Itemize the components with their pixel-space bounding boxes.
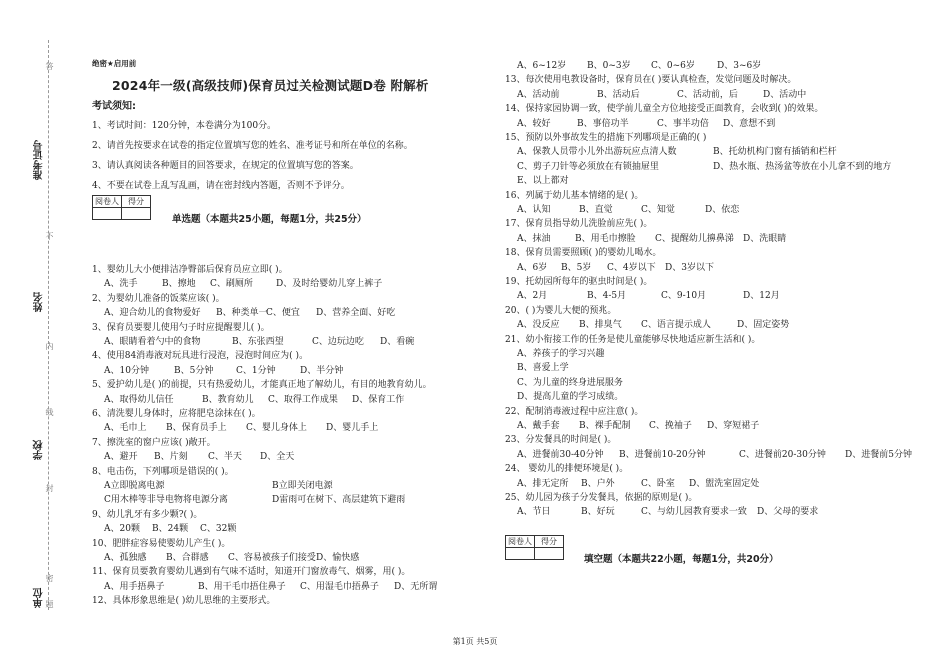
question-text: 2、为婴幼儿准备的饭菜应该( )。 — [92, 293, 225, 304]
answer-option[interactable]: B、种类单一 — [216, 308, 268, 319]
answer-option[interactable]: B、进餐前10-20分钟 — [619, 449, 706, 460]
answer-option[interactable]: A、节日 — [517, 507, 551, 518]
answer-option[interactable]: C、刷厕所 — [210, 279, 253, 290]
answer-option[interactable]: A、6~12岁 — [517, 61, 567, 71]
answer-option[interactable]: C、提醒幼儿擤鼻涕 — [655, 233, 734, 244]
answer-option[interactable]: D、父母的要求 — [757, 507, 819, 518]
answer-option[interactable]: A、眼睛看着勺中的食物 — [104, 337, 201, 347]
answer-option[interactable]: C、9-10月 — [661, 291, 707, 302]
binding-strip — [0, 0, 60, 671]
answer-option[interactable]: A、较好 — [517, 118, 551, 129]
notice-item: 3、请认真阅读各种题目的回答要求，在规定的位置填写您的答案。 — [92, 161, 359, 171]
question-text: 6、清洗婴儿身体时，应将肥皂涂抹在( )。 — [92, 409, 261, 419]
answer-option[interactable]: B、直觉 — [579, 205, 613, 215]
answer-option[interactable]: D、盥洗室固定处 — [689, 478, 760, 489]
question-text: 16、列属于幼儿基本情绪的是( )。 — [505, 190, 644, 201]
answer-option[interactable]: B、5岁 — [561, 262, 592, 273]
answer-option[interactable]: D、营养全面、好吃 — [316, 308, 396, 319]
grader-blank[interactable] — [506, 548, 535, 560]
answer-option[interactable]: A、排无定所 — [517, 478, 569, 489]
score-blank[interactable] — [122, 208, 151, 220]
question-text: 17、保育员指导幼儿洗脸前应先( )。 — [505, 219, 653, 230]
answer-option[interactable]: A、迎合幼儿的食物爱好 — [104, 308, 201, 319]
answer-option[interactable]: B、好玩 — [581, 507, 615, 518]
question-text: 24、 婴幼儿的排便环境是( )。 — [505, 464, 629, 475]
answer-option[interactable]: B、排臭气 — [579, 320, 622, 331]
answer-option[interactable]: D、婴儿手上 — [326, 423, 379, 434]
binding-sep: 不 — [45, 232, 54, 240]
answer-option[interactable]: D、3岁以下 — [665, 262, 714, 273]
answer-option[interactable]: A、认知 — [517, 205, 551, 215]
answer-option[interactable]: B、片刻 — [154, 452, 188, 463]
answer-option[interactable]: E、以上都对 — [517, 176, 569, 187]
answer-option[interactable]: C、1分钟 — [236, 365, 276, 376]
notice-heading: 考试须知: — [92, 101, 136, 112]
secret-label: 绝密★启用前 — [92, 59, 137, 68]
answer-option[interactable]: B、用干毛巾捂住鼻子 — [198, 581, 286, 592]
grader-blank[interactable] — [93, 208, 122, 220]
answer-option[interactable]: D、愉快感 — [316, 553, 360, 563]
answer-option[interactable]: B、保育员手上 — [166, 423, 227, 434]
answer-option[interactable]: A、没反应 — [517, 320, 560, 331]
answer-option[interactable]: B、事倍功半 — [577, 118, 629, 129]
answer-option[interactable]: A、养孩子的学习兴趣 — [517, 349, 605, 359]
notice-item: 2、请首先按要求在试卷的指定位置填写您的姓名、准考证号和所在单位的名称。 — [92, 141, 413, 151]
question-text: 5、爱护幼儿是( )的前提，只有热爱幼儿，才能真正地了解幼儿，有目的地教育幼儿。 — [92, 380, 432, 391]
answer-option[interactable]: D、无所谓 — [394, 581, 438, 592]
grader-cell: 阅卷人 — [93, 196, 122, 208]
answer-option[interactable]: B、东张西望 — [232, 337, 284, 347]
score-cell: 得分 — [122, 196, 151, 208]
answer-option[interactable]: A立即脱离电源 — [104, 481, 165, 491]
question-text: 10、肥胖症容易使婴幼儿产生( )。 — [92, 538, 231, 549]
answer-option[interactable]: D、固定姿势 — [737, 320, 790, 331]
binding-sep: 题 — [45, 600, 54, 608]
score-cell: 得分 — [535, 536, 564, 548]
question-text: 12、具体形象思维是( )幼儿思维的主要形式。 — [92, 596, 276, 607]
question-text: 7、擦洗室的窗户应该( )敞开。 — [92, 437, 216, 448]
answer-option[interactable]: C、边玩边吃 — [312, 337, 364, 347]
binding-sep: 线 — [45, 408, 54, 416]
answer-option[interactable]: C、与幼儿园教育要求一致 — [641, 507, 747, 518]
grader-cell: 阅卷人 — [506, 536, 535, 548]
answer-option[interactable]: D雷雨可在树下、高层建筑下避雨 — [272, 495, 406, 506]
question-text: 1、婴幼儿大小便排洁净臀部后保育员应立即( )。 — [92, 265, 288, 275]
page-footer: 第1页 共5页 — [452, 637, 498, 646]
section-title-fill-blank: 填空题（本题共22小题，每题1分，共20分） — [584, 554, 779, 565]
score-box-2 — [505, 535, 564, 560]
answer-option[interactable]: D、12月 — [743, 291, 780, 302]
answer-option[interactable]: D、及时给婴幼儿穿上裤子 — [276, 279, 383, 290]
answer-option[interactable]: B、用毛巾擦脸 — [575, 233, 636, 244]
answer-option[interactable]: D、提高儿童的学习成绩。 — [517, 392, 624, 403]
answer-option[interactable]: C、知觉 — [641, 205, 675, 215]
answer-option[interactable]: B、擦地 — [162, 279, 196, 290]
answer-option[interactable]: D、意想不到 — [723, 118, 776, 129]
answer-option[interactable]: B、户外 — [581, 478, 615, 489]
question-text: 9、幼儿乳牙有多少颗?( )。 — [92, 509, 203, 520]
answer-option[interactable]: C、为儿童的终身进展服务 — [517, 377, 623, 388]
answer-option[interactable]: A、6岁 — [517, 262, 548, 273]
answer-option[interactable]: C、32颗 — [200, 524, 237, 535]
answer-option[interactable]: B、合群感 — [166, 553, 209, 563]
answer-option[interactable]: C、挽袖子 — [649, 421, 692, 431]
answer-option[interactable]: A、进餐前30-40分钟 — [517, 449, 604, 460]
seal-line — [48, 40, 49, 610]
question-text: 25、幼儿园为孩子分发餐具，依据的原则是( )。 — [505, 493, 698, 503]
question-text: 22、配制消毒液过程中应注意( )。 — [505, 406, 644, 417]
answer-option[interactable]: C、活动前，后 — [677, 89, 738, 100]
answer-option[interactable]: C、便宜 — [266, 308, 300, 319]
answer-option[interactable]: B、5分钟 — [174, 365, 214, 376]
answer-option[interactable]: A、20颗 — [104, 524, 140, 535]
question-text: 8、电击伤，下列哪项是错误的( )。 — [92, 466, 234, 477]
answer-option[interactable]: D、半分钟 — [300, 365, 344, 376]
section-title-single-choice: 单选题（本题共25小题，每题1分，共25分） — [172, 214, 367, 225]
question-text: 19、托幼园所每年的驱虫时间是( )。 — [505, 277, 653, 287]
answer-option[interactable]: A、2月 — [517, 291, 548, 302]
answer-option[interactable]: A、洗手 — [104, 279, 138, 290]
answer-option[interactable]: A、毛巾上 — [104, 423, 147, 434]
binding-sep: 内 — [45, 342, 54, 350]
binding-label-unit: 单位 — [34, 588, 45, 608]
answer-option[interactable]: D、看碗 — [380, 337, 415, 347]
question-text: 11、保育员要教育婴幼儿遇到有气味不适时，知道开门窗放毒气、烟雾，用( )。 — [92, 567, 411, 578]
answer-option[interactable]: C、事半功倍 — [657, 118, 709, 129]
binding-sep: 密 — [45, 574, 54, 582]
answer-option[interactable]: D、3~6岁 — [717, 61, 762, 71]
answer-option[interactable]: B、24颗 — [152, 524, 189, 535]
question-text: 18、保育员需要照顾( )的婴幼儿喝水。 — [505, 248, 662, 259]
answer-option[interactable]: A、抹油 — [517, 233, 551, 244]
answer-option[interactable]: C用木棒等非导电物将电源分离 — [104, 495, 228, 506]
page-title: 2024年一级(高级技师)保育员过关检测试题D卷 附解析 — [112, 78, 429, 93]
answer-option[interactable]: C、半天 — [208, 452, 242, 463]
question-text: 21、幼小衔接工作的任务是使儿童能够尽快地适应新生活和( )。 — [505, 334, 761, 345]
binding-sep: 答 — [45, 62, 54, 70]
answer-option[interactable]: D、全天 — [260, 452, 295, 463]
answer-option[interactable]: B、教育幼儿 — [202, 394, 254, 405]
answer-option[interactable]: C、取得工作成果 — [268, 394, 338, 405]
answer-option[interactable]: B、活动后 — [597, 89, 640, 100]
answer-option[interactable]: A、孤独感 — [104, 553, 147, 563]
answer-option[interactable]: D、穿短裙子 — [707, 421, 760, 431]
answer-option[interactable]: B立即关闭电源 — [272, 481, 333, 491]
answer-option[interactable]: A、用手捂鼻子 — [104, 581, 165, 592]
answer-option[interactable]: A、10分钟 — [104, 365, 149, 376]
answer-option[interactable]: C、剪子刀针等必须放在有锁抽屉里 — [517, 161, 659, 172]
answer-option[interactable]: A、戴手套 — [517, 421, 560, 431]
question-text: 23、分发餐具的时间是( )。 — [505, 435, 617, 446]
answer-option[interactable]: B、4-5月 — [587, 291, 627, 302]
answer-option[interactable]: B、0~3岁 — [587, 61, 631, 71]
answer-option[interactable]: A、避开 — [104, 452, 138, 463]
answer-option[interactable]: C、卧室 — [641, 478, 675, 489]
question-text: 15、预防以外事故发生的措施下列哪项是正确的( ) — [505, 133, 707, 143]
answer-option[interactable]: C、0~6岁 — [651, 61, 695, 71]
question-text: 13、每次使用电教设备时，保育员在( )要认真检查，发觉问题及时解决。 — [505, 75, 797, 86]
answer-option[interactable]: D、洗眼睛 — [743, 233, 787, 244]
answer-option[interactable]: D、进餐前5分钟 — [845, 449, 912, 460]
question-text: 20、( )为婴儿大便的预兆。 — [505, 305, 617, 316]
notice-item: 4、不要在试卷上乱写乱画，请在密封线内答题，否则不予评分。 — [92, 181, 350, 191]
answer-option[interactable]: C、用湿毛巾捂鼻子 — [300, 581, 379, 592]
answer-option[interactable]: A、取得幼儿信任 — [104, 394, 174, 405]
answer-option[interactable]: C、进餐前20-30分钟 — [739, 449, 826, 460]
notice-item: 1、考试时间：120分钟，本卷满分为100分。 — [92, 121, 277, 131]
binding-label-exam-number: 准考证号 — [34, 140, 45, 180]
answer-option[interactable]: A、保教人员带小儿外出游玩应点清人数 — [517, 147, 677, 158]
question-text: 3、保育员要婴儿使用勺子时应提醒婴儿( )。 — [92, 322, 270, 333]
answer-option[interactable]: D、热水瓶、热汤盆等放在小儿拿不到的地方 — [713, 161, 892, 172]
answer-option[interactable]: C、容易被孩子们接受 — [228, 553, 316, 563]
answer-option[interactable]: B、喜爱上学 — [517, 363, 569, 374]
answer-option[interactable]: D、依恋 — [705, 205, 740, 215]
score-blank[interactable] — [535, 548, 564, 560]
question-text: 14、保持家园协调一致，使学前儿童全方位地接受正面教育，会收到( )的效果。 — [505, 104, 824, 115]
answer-option[interactable]: B、托幼机构门窗有插销和栏杆 — [713, 147, 837, 158]
binding-label-name: 姓名 — [34, 292, 45, 312]
answer-option[interactable]: D、保育工作 — [352, 394, 405, 405]
answer-option[interactable]: A、活动前 — [517, 89, 560, 100]
answer-option[interactable]: B、裸手配制 — [579, 421, 631, 431]
answer-option[interactable]: C、婴儿身体上 — [246, 423, 307, 434]
score-box-1 — [92, 195, 151, 220]
question-text: 4、使用84消毒液对玩具进行浸泡，浸泡时间应为( )。 — [92, 351, 309, 362]
answer-option[interactable]: C、4岁以下 — [607, 262, 656, 273]
binding-sep: 封 — [45, 484, 54, 492]
answer-option[interactable]: D、活动中 — [763, 89, 807, 100]
binding-label-school: 学校 — [34, 440, 45, 460]
answer-option[interactable]: C、语言提示成人 — [641, 320, 711, 331]
